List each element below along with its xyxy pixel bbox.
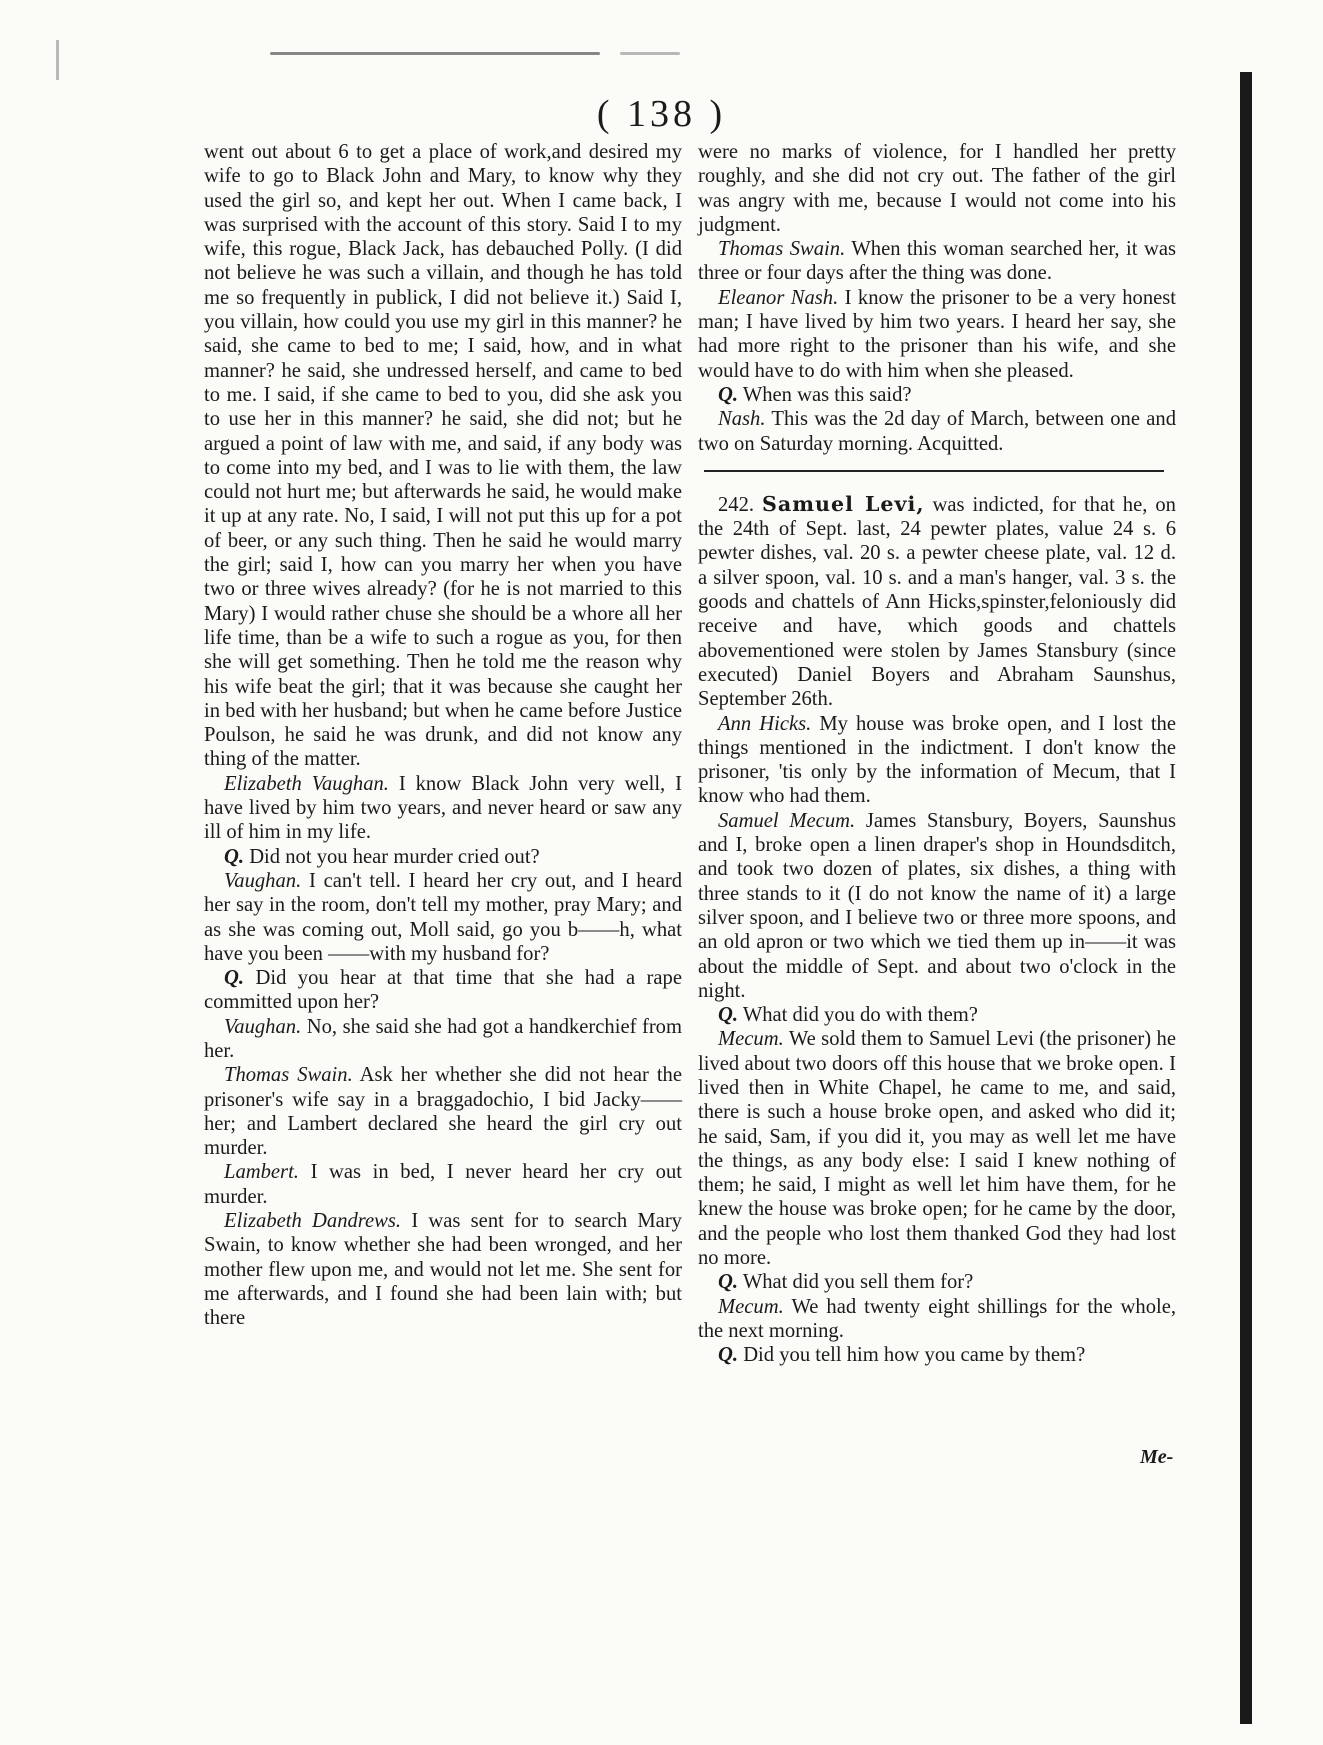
speaker-name: Ann Hicks. [718, 712, 812, 735]
paragraph [698, 1295, 1176, 1344]
paragraph-text: What did you sell them for? [742, 1271, 974, 1294]
speaker-name: Mecum. [718, 1028, 784, 1051]
speaker-name: Vaughan. [224, 1015, 302, 1038]
paragraph-text: What did you do with them? [742, 1004, 978, 1027]
paragraph [204, 966, 682, 1015]
speaker-name: Q. [718, 383, 739, 406]
catchword: Me- [1140, 1446, 1174, 1468]
paragraph-text: I was sent for to search Mary Swain, to know whether she had been wronged, and her mother flew upon me, and would not let me. She sent for me afterwards, and I found she had been lain with; but there [204, 1210, 682, 1330]
paragraph [698, 1003, 1176, 1027]
paragraph [698, 1270, 1176, 1294]
case-defendant-name: Samuel Levi, [762, 491, 925, 516]
paragraph-text: went out about 6 to get a place of work,and desired my wife to go to Black John and Mary, to know why they used the girl so, and kept her out. When I came back, I was surprised with the account of this story. Said I to my wife, this rogue, Black Jack, has debauched Polly. (I did not believe he was such a villain, and though he has told me so frequently in publick, I did not believe it.) Said I, you villain, how could you use my girl in this manner? he said, she came to bed to me; I said, how, and in what manner? he said, she undressed herself, and came to bed to me. I said, if she came to bed to you, did she ask you to use her in this manner? he said, she did not; but he argued a point of law with me, and said, if any body was to come into my bed, and I was to lie with them, the law could not hurt me; but afterwards he said, he would make it up at any rate. No, I said, I will not put this up for a pot of beer, or any such thing. Then he said he would marry the girl; said I, how can you marry her when you have two or three wives already? (for he is not married to this Mary) I would rather chuse she should be a whore all her life time, than be a wife to such a rogue as you, for then she will get something. Then he told me the reason why his wife beat the girl; that it was because she caught her in bed with her husband; but when he came before Justice Poulson, he said he was drunk, and did not know any thing of the matter. [204, 141, 682, 771]
page-number: ( 138 ) [596, 93, 727, 135]
paragraph-text: When this woman searched her, it was three or four days after the thing was done. [698, 238, 1176, 285]
paragraph-text: Did not you hear murder cried out? [249, 845, 540, 868]
paragraph [204, 772, 682, 845]
paragraph-text: Ask her whether she did not hear the prisoner's wife say in a braggadochio, I bid Jacky——her; and Lambert declared she heard the girl cry out murder. [204, 1064, 682, 1160]
top-scan-rule-short [620, 52, 680, 55]
case-number: 242. [718, 493, 755, 516]
speaker-name: Thomas Swain. [718, 238, 846, 261]
paragraph [204, 1160, 682, 1209]
speaker-name: Vaughan. [224, 869, 302, 892]
paragraph [698, 1027, 1176, 1270]
paragraph [204, 1209, 682, 1330]
speaker-name: Q. [224, 967, 245, 990]
speaker-name: Eleanor Nash. [718, 286, 839, 309]
paragraph-text: were no marks of violence, for I handled her pretty roughly, and she did not cry out. The father of the girl was angry with me, because I would not come into his judgment. [698, 141, 1176, 236]
left-column [204, 140, 682, 1331]
case-indictment-text: was indicted, for that he, on the 24th of Sept. last, 24 pewter plates, value 24 s. 6 pewter dishes, val. 20 s. a pewter cheese plate, val. 12 d. a silver spoon, val. 10 s. and a man's hanger, val. 3 s. the goods and chattels of Ann Hicks,spinster,feloniously did receive and have, which goods and chattels abovementioned were stolen by James Stansbury (since executed) Daniel Boyers and Abraham Saunshus, September 26th. [698, 493, 1176, 711]
paragraph [698, 712, 1176, 809]
paragraph [698, 383, 1176, 407]
speaker-name: Nash. [718, 408, 766, 431]
speaker-name: Samuel Mecum. [718, 809, 856, 832]
paragraph-text: This was the 2d day of March, between one and two on Saturday morning. Acquitted. [698, 408, 1176, 455]
top-scan-rule [270, 52, 600, 55]
paragraph-text: Did you tell him how you came by them? [743, 1344, 1086, 1367]
speaker-name: Q. [718, 1344, 739, 1367]
speaker-name: Thomas Swain. [224, 1064, 353, 1087]
paragraph [698, 237, 1176, 286]
paragraph [698, 140, 1176, 237]
right-column [698, 140, 1176, 1368]
paragraph-text: I know the prisoner to be a very honest man; I have lived by him two years. I heard her say, she had more right to the prisoner than his wife, and she would have to do with him when she pleased. [698, 286, 1176, 382]
paragraph-text: My house was broke open, and I lost the things mentioned in the indictment. I don't know the prisoner, 'tis only by the information of Mecum, that I know who had them. [698, 712, 1176, 808]
paragraph-text: I know Black John very well, I have lived by him two years, and never heard or saw any ill of him in my life. [204, 772, 682, 844]
binding-shadow-bar [1240, 72, 1252, 1724]
paragraph-text: We had twenty eight shillings for the whole, the next morning. [698, 1295, 1176, 1342]
speaker-name: Q. [224, 845, 245, 868]
right-column-bottom-section [698, 712, 1176, 1368]
paragraph [204, 1063, 682, 1160]
paragraph-text: When was this said? [742, 383, 912, 406]
paragraph [204, 869, 682, 966]
right-column-top-section [698, 140, 1176, 456]
paragraph-text: Did you hear at that time that she had a rape committed upon her? [204, 967, 682, 1014]
paragraph [204, 845, 682, 869]
speaker-name: Mecum. [718, 1295, 784, 1318]
speaker-name: Elizabeth Vaughan. [224, 772, 389, 795]
paragraph [204, 1015, 682, 1064]
speaker-name: Elizabeth Dandrews. [224, 1210, 402, 1233]
paragraph [698, 286, 1176, 383]
paragraph [698, 809, 1176, 1003]
paragraph-text: I can't tell. I heard her cry out, and I heard her say in the room, don't tell my mother, pray Mary; and as she was coming out, Moll said, go you b——h, what have you been ——with my husband for? [204, 869, 682, 965]
speaker-name: Lambert. [224, 1161, 299, 1184]
case-indictment [698, 492, 1176, 712]
paragraph-text: James Stansbury, Boyers, Saunshus and I, broke open a linen draper's shop in Houndsditch, and took two dozen of plates, six dishes, a thing with three stands to it (I do not know the name of it) a large silver spoon, and I believe two or three more spoons, and an old apron or two which we tied them up in——it was about the middle of Sept. and about two o'clock in the night. [698, 809, 1176, 1002]
paragraph-text: I was in bed, I never heard her cry out murder. [204, 1161, 682, 1208]
speaker-name: Q. [718, 1004, 739, 1027]
paragraph-text: We sold them to Samuel Levi (the prisoner) he lived about two doors off this house that we broke open. I lived then in White Chapel, he came to me, and said, there is such a house broke open, and asked who did it; he said, Sam, if you did it, you may as well let me have the things, as any body else: I said I knew nothing of them; he said, I might as well let him have them, for he knew the house was broke open; for he came by the door, and the people who lost them thanked God they had lost no more. [698, 1028, 1176, 1270]
speaker-name: Q. [718, 1271, 739, 1294]
case-divider [704, 470, 1164, 472]
paragraph [698, 407, 1176, 456]
paragraph [698, 1343, 1176, 1367]
paragraph-text: No, she said she had got a handkerchief from her. [204, 1015, 682, 1062]
edge-smudge [56, 40, 59, 80]
paragraph [204, 140, 682, 772]
